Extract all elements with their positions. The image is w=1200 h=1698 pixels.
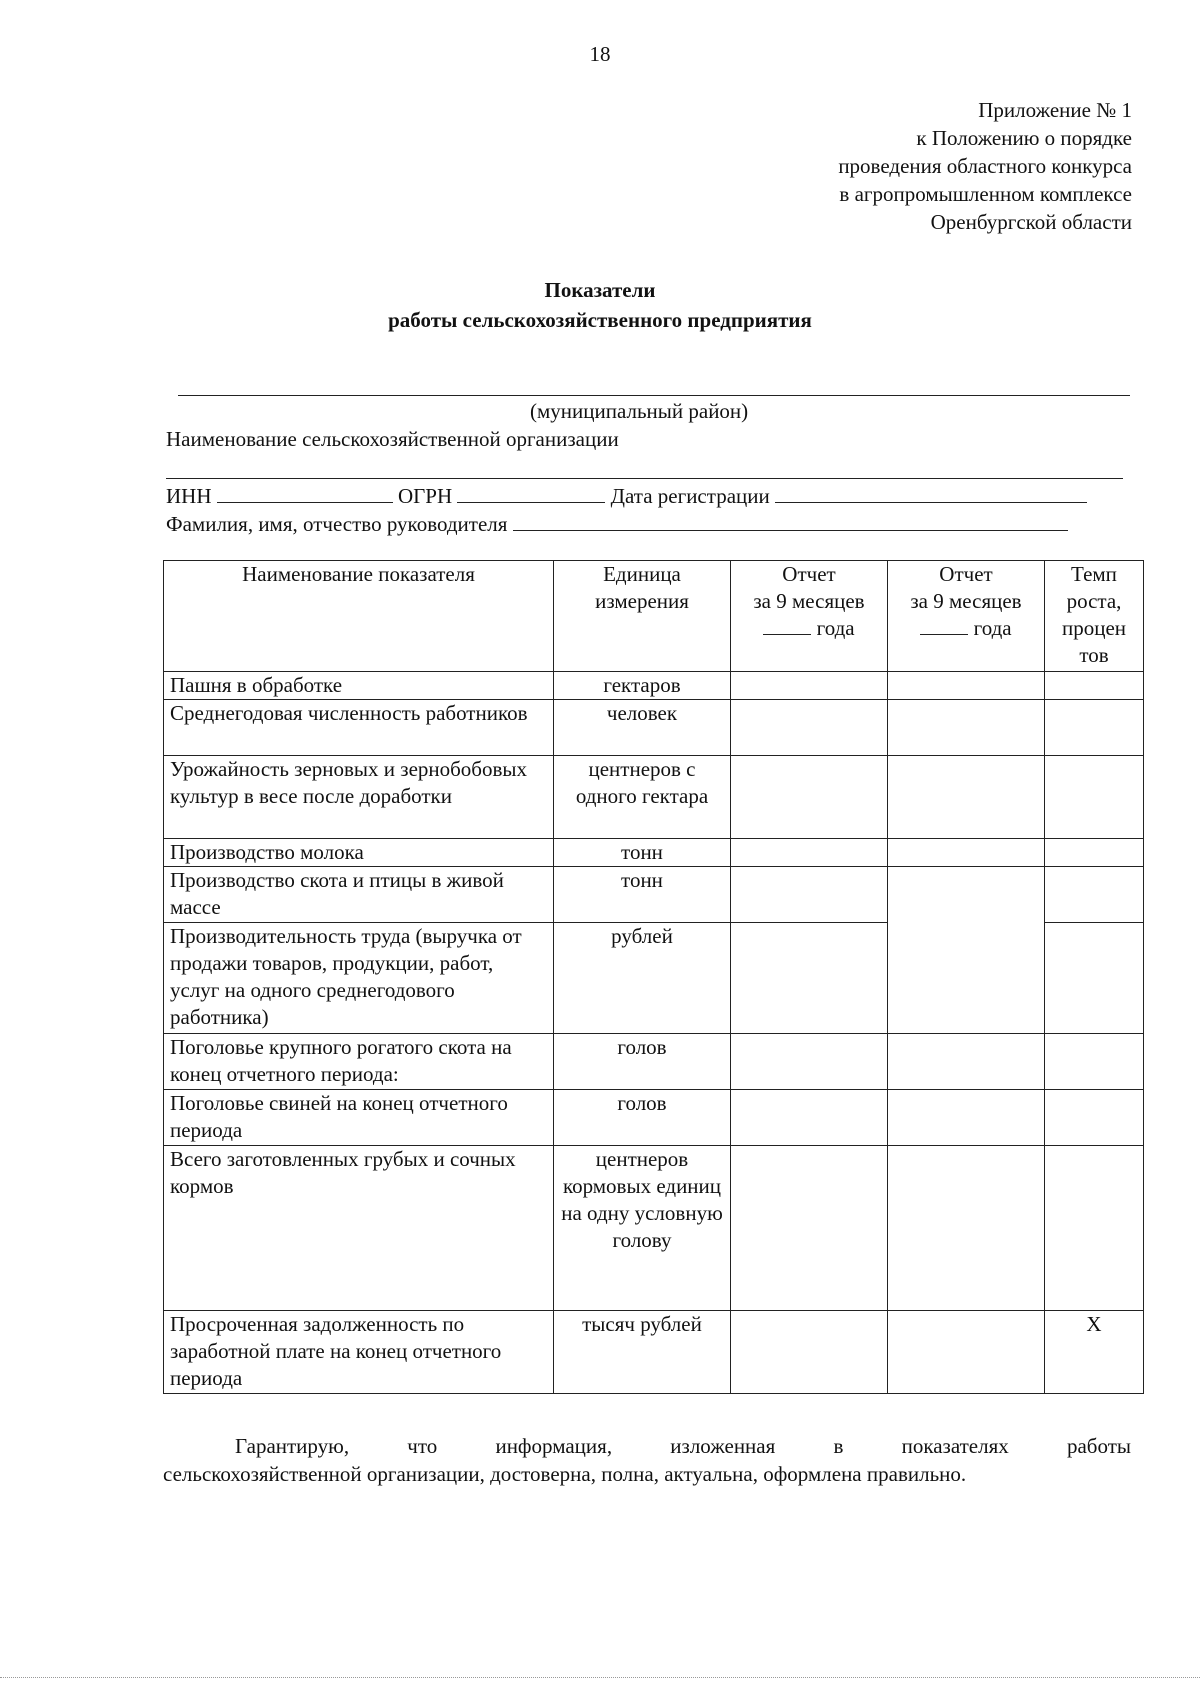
title-line-2: работы сельскохозяйственного предприятия [388,308,812,332]
document-title [0,275,1200,335]
ogrn-label: ОГРН [398,484,453,508]
inn-field[interactable] [217,482,393,503]
page-number: 18 [589,42,611,66]
row-indicator-name: Просроченная задолженность по заработной плате на конец отчетного периода [164,1311,554,1394]
guarantee-line-1: Гарантирую, что информация, изложенная в показателях работы [235,1434,1131,1458]
head-name-row [166,510,1068,537]
row-indicator-name: Пашня в обработке [164,672,554,700]
head-name-label: Фамилия, имя, отчество руководителя [166,512,508,536]
row-report-1-cell[interactable] [731,1146,888,1311]
table-row [164,839,1144,867]
row-indicator-name: Производство молока [164,839,554,867]
table-row [164,1034,1144,1090]
district-caption: (муниципальный район) [530,399,749,423]
table-row [164,700,1144,756]
ogrn-field[interactable] [457,482,605,503]
row-report-2-cell[interactable] [888,1311,1045,1394]
row-report-2-cell[interactable] [888,700,1045,756]
row-report-1-cell[interactable] [731,1311,888,1394]
row-unit: центнеров с одного гектара [554,756,731,839]
row-report-1-cell[interactable] [731,923,888,1034]
row-report-2-cell[interactable] [888,1146,1045,1311]
row-report-1-cell[interactable] [731,756,888,839]
header-report-1: Отчет за 9 месяцев года [731,561,888,672]
row-growth-cell[interactable] [1045,1090,1144,1146]
header-report-2: Отчет за 9 месяцев года [888,561,1045,672]
reg-date-field[interactable] [775,482,1087,503]
appendix-line: Оренбургской области [930,210,1132,234]
row-report-1-cell[interactable] [731,1090,888,1146]
table-row [164,1090,1144,1146]
appendix-line: проведения областного конкурса [838,154,1132,178]
org-name-blank-line[interactable] [166,478,1123,479]
row-growth-cell[interactable] [1045,923,1144,1034]
org-name-label: Наименование сельскохозяйственной организации [166,427,619,451]
row-unit: тонн [554,839,731,867]
metrics-table [163,560,1144,1394]
row-report-1-cell[interactable] [731,700,888,756]
row-report-2-cell[interactable] [888,1034,1045,1090]
row-indicator-name: Среднегодовая численность работников [164,700,554,756]
appendix-line: к Положению о порядке [916,126,1132,150]
header-unit: Единица измерения [554,561,731,672]
inn-ogrn-row [166,482,1087,509]
row-report-1-cell[interactable] [731,1034,888,1090]
appendix-line: в агропромышленном комплексе [839,182,1132,206]
appendix-line: Приложение № 1 [978,98,1132,122]
row-growth-cell[interactable] [1045,1146,1144,1311]
guarantee-line-2: сельскохозяйственной организации, достоверна, полна, актуальна, оформлена правильно. [163,1462,967,1486]
row-report-1-cell[interactable] [731,867,888,923]
reg-date-label: Дата регистрации [610,484,770,508]
row-indicator-name: Производство скота и птицы в живой массе [164,867,554,923]
row-indicator-name: Поголовье свиней на конец отчетного периода [164,1090,554,1146]
row-report-2-cell[interactable] [888,672,1045,700]
row-unit: гектаров [554,672,731,700]
row-unit: тысяч рублей [554,1311,731,1394]
row-growth-cell[interactable] [1045,839,1144,867]
row-unit: рублей [554,923,731,1034]
row-report-2-cell[interactable] [888,756,1045,839]
row-indicator-name: Урожайность зерновых и зернобобовых культур в весе после доработки [164,756,554,839]
row-report-1-cell[interactable] [731,672,888,700]
row-growth-cell[interactable] [1045,756,1144,839]
row-unit: тонн [554,867,731,923]
report-1-year-blank[interactable] [763,616,811,635]
guarantee-statement [163,1432,1131,1488]
table-header-row [164,561,1144,672]
table-row [164,756,1144,839]
table-row [164,1311,1144,1394]
row-indicator-name: Всего заготовленных грубых и сочных кормов [164,1146,554,1311]
header-indicator-name: Наименование показателя [164,561,554,672]
row-indicator-name: Производительность труда (выручка от продажи товаров, продукции, работ, услуг на одного среднегодового работника) [164,923,554,1034]
row-report-2-cell[interactable] [888,1090,1045,1146]
row-growth-cell: Х [1045,1311,1144,1394]
report-2-year-blank[interactable] [920,616,968,635]
table-row [164,672,1144,700]
header-growth-rate: Темп роста, процен тов [1045,561,1144,672]
district-blank-line[interactable] [178,395,1130,396]
row-growth-cell[interactable] [1045,700,1144,756]
row-report-2-cell[interactable] [888,867,1045,1034]
title-line-1: Показатели [544,278,656,302]
row-growth-cell[interactable] [1045,867,1144,923]
row-unit: центнеров кормовых единиц на одну условную голову [554,1146,731,1311]
row-growth-cell[interactable] [1045,672,1144,700]
scan-edge-line [0,1677,1200,1678]
table-row [164,867,1144,923]
head-name-field[interactable] [513,510,1068,531]
row-indicator-name: Поголовье крупного рогатого скота на конец отчетного периода: [164,1034,554,1090]
row-growth-cell[interactable] [1045,1034,1144,1090]
row-report-1-cell[interactable] [731,839,888,867]
inn-label: ИНН [166,484,212,508]
row-report-2-cell[interactable] [888,839,1045,867]
row-unit: голов [554,1034,731,1090]
table-row [164,1146,1144,1311]
row-unit: голов [554,1090,731,1146]
row-unit: человек [554,700,731,756]
appendix-block [838,96,1132,236]
